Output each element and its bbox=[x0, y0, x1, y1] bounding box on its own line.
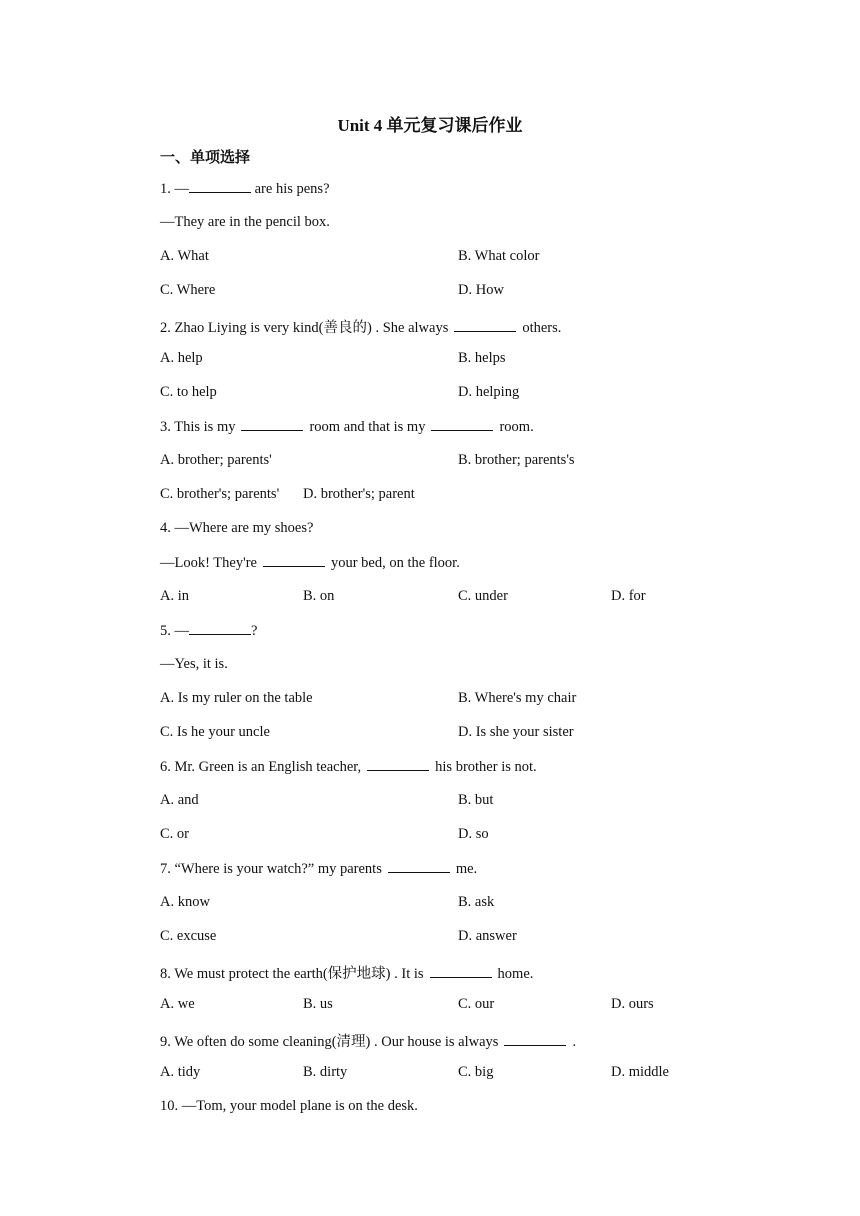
page-title: Unit 4 单元复习课后作业 bbox=[337, 116, 523, 135]
question-4: 4. —Where are my shoes? bbox=[160, 520, 314, 536]
option-b: B. What color bbox=[458, 248, 540, 264]
question-text: home. bbox=[497, 966, 534, 982]
section-heading: 一、单项选择 bbox=[160, 150, 251, 166]
question-text: 5. — bbox=[160, 623, 189, 639]
answer-blank bbox=[454, 319, 516, 332]
answer-blank bbox=[263, 554, 325, 567]
question-text: 8. We must protect the earth(保护地球) . It is bbox=[160, 966, 424, 982]
question-3 bbox=[160, 418, 534, 436]
question-6 bbox=[160, 758, 537, 776]
answer-blank bbox=[367, 758, 429, 771]
option-c: C. our bbox=[458, 996, 495, 1012]
question-text: are his pens? bbox=[254, 181, 330, 197]
question-5-line-2: —Yes, it is. bbox=[160, 656, 228, 672]
option-b: B. Where's my chair bbox=[458, 690, 577, 706]
option-a: A. tidy bbox=[160, 1064, 201, 1080]
answer-blank bbox=[189, 622, 251, 635]
question-text: room and that is my bbox=[309, 419, 426, 435]
option-d: D. for bbox=[611, 588, 646, 604]
option-d: D. ours bbox=[611, 996, 654, 1012]
option-d: D. helping bbox=[458, 384, 520, 400]
question-text: room. bbox=[499, 419, 534, 435]
question-text: your bed, on the floor. bbox=[330, 555, 460, 571]
question-5 bbox=[160, 622, 257, 640]
question-text: 9. We often do some cleaning(清理) . Our house is always bbox=[160, 1034, 499, 1050]
option-d: D. so bbox=[458, 826, 489, 842]
answer-blank bbox=[241, 418, 303, 431]
option-a: A. What bbox=[160, 248, 209, 264]
question-text: 1. — bbox=[160, 181, 189, 197]
question-7 bbox=[160, 860, 477, 878]
question-text: 6. Mr. Green is an English teacher, bbox=[160, 759, 362, 775]
question-4-line-2 bbox=[160, 554, 460, 572]
question-9 bbox=[160, 1030, 576, 1051]
option-d: D. How bbox=[458, 282, 504, 298]
option-b: B. dirty bbox=[303, 1064, 348, 1080]
option-a: A. know bbox=[160, 894, 210, 910]
option-a: A. brother; parents' bbox=[160, 452, 272, 468]
option-a: A. in bbox=[160, 588, 189, 604]
option-a: A. we bbox=[160, 996, 195, 1012]
option-c: C. under bbox=[458, 588, 508, 604]
option-a: A. help bbox=[160, 350, 203, 366]
question-2 bbox=[160, 316, 561, 337]
option-b: B. on bbox=[303, 588, 335, 604]
option-c: C. brother's; parents' bbox=[160, 486, 280, 502]
option-b: B. helps bbox=[458, 350, 506, 366]
question-text: his brother is not. bbox=[435, 759, 537, 775]
option-a: A. and bbox=[160, 792, 199, 808]
option-c: C. Where bbox=[160, 282, 216, 298]
question-text: me. bbox=[455, 861, 478, 877]
option-b: B. but bbox=[458, 792, 494, 808]
answer-blank bbox=[189, 180, 251, 193]
question-text: . bbox=[572, 1034, 577, 1050]
question-text: —Look! They're bbox=[160, 555, 257, 571]
question-text: 7. “Where is your watch?” my parents bbox=[160, 861, 382, 877]
answer-blank bbox=[430, 965, 492, 978]
question-text: ? bbox=[251, 623, 258, 639]
option-c: C. excuse bbox=[160, 928, 217, 944]
answer-blank bbox=[431, 418, 493, 431]
answer-blank bbox=[504, 1033, 566, 1046]
option-c: C. or bbox=[160, 826, 189, 842]
option-b: B. ask bbox=[458, 894, 495, 910]
option-d: D. Is she your sister bbox=[458, 724, 574, 740]
question-text: 2. Zhao Liying is very kind(善良的) . She always bbox=[160, 320, 449, 336]
question-10: 10. —Tom, your model plane is on the desk. bbox=[160, 1098, 418, 1114]
option-b: B. us bbox=[303, 996, 333, 1012]
question-text: others. bbox=[522, 320, 562, 336]
option-b: B. brother; parents's bbox=[458, 452, 575, 468]
question-1 bbox=[160, 180, 330, 198]
option-c: C. big bbox=[458, 1064, 494, 1080]
option-c: C. Is he your uncle bbox=[160, 724, 270, 740]
option-a: A. Is my ruler on the table bbox=[160, 690, 313, 706]
option-c: C. to help bbox=[160, 384, 217, 400]
question-text: 3. This is my bbox=[160, 419, 236, 435]
option-d: D. middle bbox=[611, 1064, 669, 1080]
answer-blank bbox=[388, 860, 450, 873]
option-d: D. answer bbox=[458, 928, 517, 944]
question-1-line-2: —They are in the pencil box. bbox=[160, 214, 330, 230]
option-d: D. brother's; parent bbox=[303, 486, 415, 502]
question-8 bbox=[160, 962, 533, 983]
